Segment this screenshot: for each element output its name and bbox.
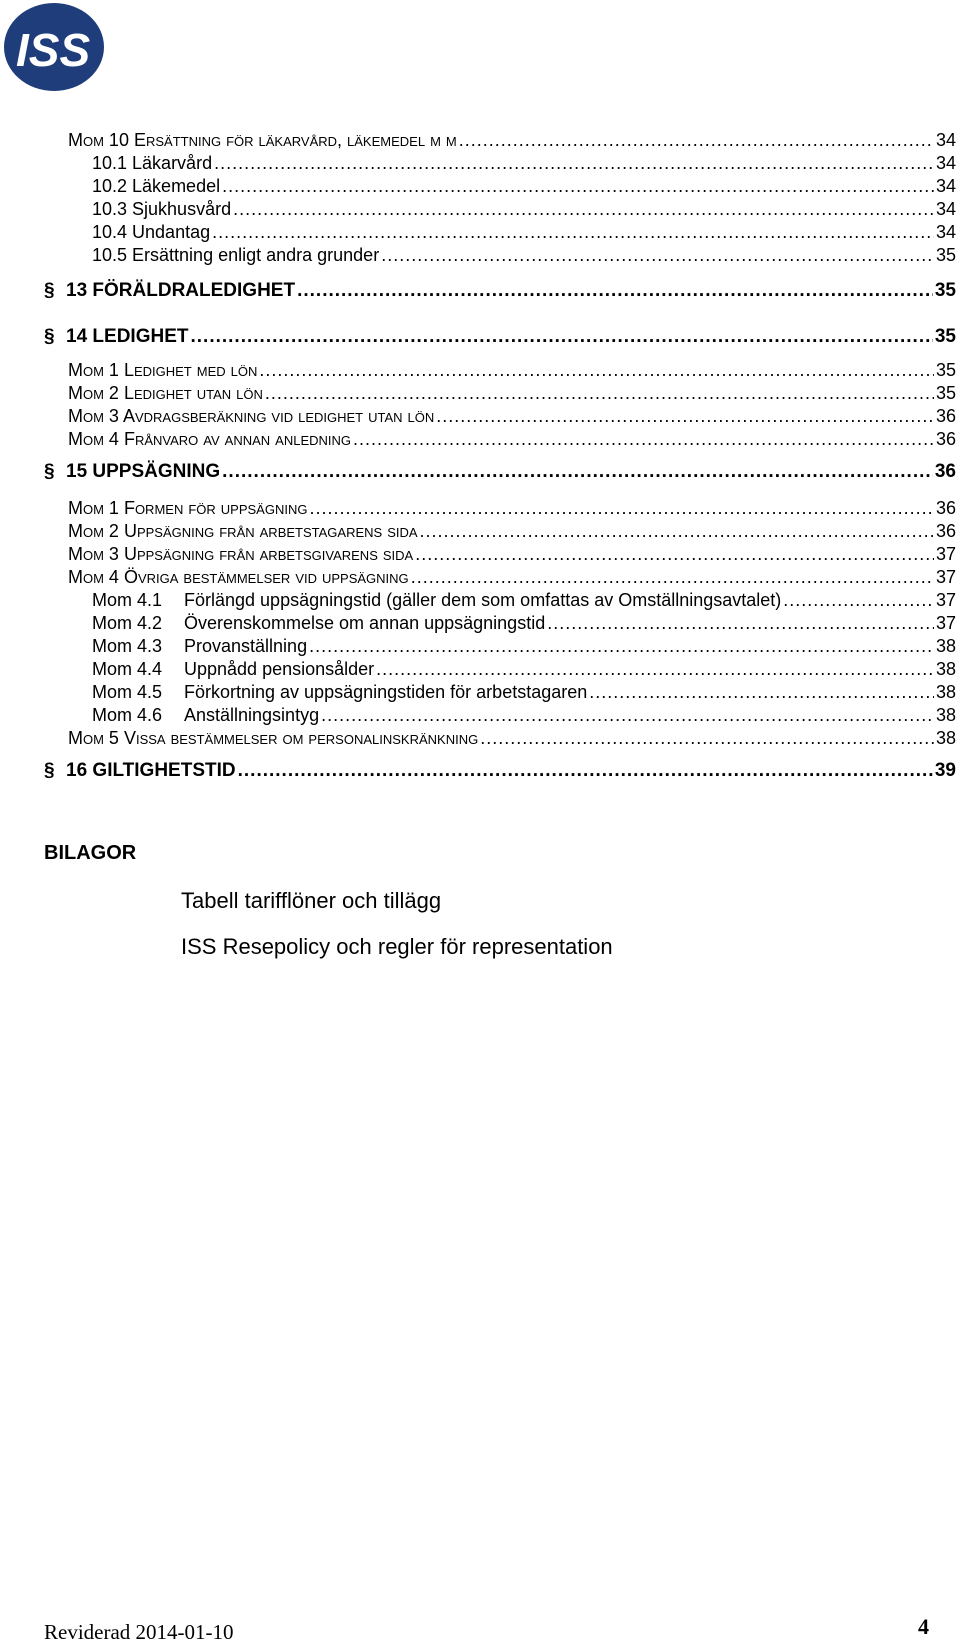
toc-entry-title: Mom 2 Uppsägning från arbetstagarens sida [68, 521, 418, 541]
page-number: 4 [918, 1614, 929, 1639]
toc-entry[interactable] [44, 461, 956, 485]
toc-page-number: 34 [935, 222, 956, 242]
toc-entry-title: 10.1 Läkarvård [92, 153, 213, 173]
toc-entry[interactable] [44, 590, 956, 614]
toc-entry-title: 10.3 Sjukhusvård [92, 199, 232, 219]
toc-entry[interactable] [44, 222, 956, 246]
toc-dot-leader [212, 222, 934, 243]
toc-entry[interactable] [44, 760, 956, 784]
toc-entry-number: Mom 4.6 [92, 705, 163, 725]
toc-dot-leader [190, 326, 932, 348]
toc-page-number: 34 [935, 130, 956, 150]
toc-entry-title: § 16 GILTIGHETSTID [44, 760, 236, 781]
toc-entry-title: Mom 5 Vissa bestämmelser om personalinskränkning [68, 728, 479, 748]
toc-dot-leader [589, 682, 934, 703]
toc-dot-leader [265, 383, 934, 404]
toc-page-number: 34 [935, 199, 956, 219]
toc-page-number: 38 [935, 682, 956, 702]
revision-date: Reviderad 2014-01-10 [44, 1620, 234, 1644]
toc-entry-title: § 13 FÖRÄLDRALEDIGHET [44, 280, 296, 301]
toc-entry[interactable] [44, 406, 956, 430]
toc-entry-title: 10.4 Undantag [92, 222, 211, 242]
toc-entry[interactable] [44, 245, 956, 269]
toc-dot-leader [459, 130, 934, 151]
toc-page-number: 36 [935, 429, 956, 449]
toc-entry-title: Mom 4.1 Förlängd uppsägningstid (gäller dem som omfattas av Omställningsavtalet) [92, 590, 782, 610]
toc-page-number: 35 [934, 280, 956, 301]
toc-entry[interactable] [44, 521, 956, 545]
toc-dot-leader [233, 199, 934, 220]
toc-page-number: 37 [935, 567, 956, 587]
toc-entry[interactable] [44, 429, 956, 453]
toc-entry-title: 10.5 Ersättning enligt andra grunder [92, 245, 380, 265]
toc-page-number: 36 [935, 521, 956, 541]
toc-page-number: 37 [935, 613, 956, 633]
toc-entry[interactable] [44, 199, 956, 223]
svg-text:ISS: ISS [16, 24, 91, 76]
iss-logo [0, 0, 115, 98]
toc-page-number: 36 [934, 461, 956, 482]
toc-entry-title: Mom 4.4 Uppnådd pensionsålder [92, 659, 375, 679]
toc-entry-title: Mom 4.2 Överenskommelse om annan uppsägningstid [92, 613, 546, 633]
toc-dot-leader [353, 429, 934, 450]
toc-entry[interactable] [44, 705, 956, 729]
toc-page-number: 35 [935, 360, 956, 380]
bilaga-item: ISS Resepolicy och regler för representation [181, 934, 613, 959]
toc-entry-title: Mom 4 Övriga bestämmelser vid uppsägning [68, 567, 409, 587]
toc-entry[interactable] [44, 498, 956, 522]
toc-entry-title: Mom 4.3 Provanställning [92, 636, 308, 656]
toc-dot-leader [214, 153, 934, 174]
toc-page-number: 38 [935, 705, 956, 725]
toc-entry[interactable] [44, 326, 956, 350]
toc-entry-title: 10.2 Läkemedel [92, 176, 221, 196]
toc-dot-leader [381, 245, 934, 266]
toc-entry-title: Mom 2 Ledighet utan lön [68, 383, 263, 403]
section-symbol: § [44, 760, 55, 781]
toc-dot-leader [480, 728, 934, 749]
toc-dot-leader [222, 176, 934, 197]
toc-dot-leader [259, 360, 934, 381]
toc-entry-title: Mom 10 Ersättning för läkarvård, läkemedel m m [68, 130, 457, 150]
toc-page-number: 37 [935, 544, 956, 564]
toc-dot-leader [238, 760, 933, 782]
toc-entry-title: Mom 4.6 Anställningsintyg [92, 705, 320, 725]
toc-page-number: 38 [935, 636, 956, 656]
toc-dot-leader [321, 705, 934, 726]
toc-entry[interactable] [44, 360, 956, 384]
toc-entry[interactable] [44, 280, 956, 304]
toc-entry[interactable] [44, 567, 956, 591]
toc-dot-leader [783, 590, 934, 611]
toc-page-number: 38 [935, 728, 956, 748]
toc-page-number: 34 [935, 153, 956, 173]
toc-entry[interactable] [44, 682, 956, 706]
toc-page-number: 36 [935, 498, 956, 518]
toc-dot-leader [420, 521, 934, 542]
toc-entry[interactable] [44, 176, 956, 200]
toc-entry[interactable] [44, 383, 956, 407]
toc-page-number: 39 [934, 760, 956, 781]
toc-entry-title: Mom 1 Ledighet med lön [68, 360, 258, 380]
toc-dot-leader [411, 567, 934, 588]
toc-entry-title: Mom 4 Frånvaro av annan anledning [68, 429, 352, 449]
toc-dot-leader [297, 280, 933, 302]
toc-entry[interactable] [44, 659, 956, 683]
toc-entry-title: Mom 1 Formen för uppsägning [68, 498, 308, 518]
toc-page-number: 35 [935, 245, 956, 265]
toc-page-number: 35 [934, 326, 956, 347]
toc-entry-number: Mom 4.4 [92, 659, 163, 679]
toc-page-number: 36 [935, 406, 956, 426]
toc-entry[interactable] [44, 544, 956, 568]
toc-dot-leader [376, 659, 934, 680]
toc-page-number: 38 [935, 659, 956, 679]
toc-dot-leader [309, 636, 934, 657]
toc-entry-title: Mom 3 Uppsägning från arbetsgivarens sida [68, 544, 414, 564]
toc-dot-leader [436, 406, 934, 427]
toc-entry-title: § 14 LEDIGHET [44, 326, 189, 347]
toc-dot-leader [222, 461, 933, 483]
toc-entry[interactable] [44, 613, 956, 637]
toc-page-number: 35 [935, 383, 956, 403]
toc-entry[interactable] [44, 636, 956, 660]
section-symbol: § [44, 280, 55, 301]
toc-entry-title: Mom 3 Avdragsberäkning vid ledighet utan lön [68, 406, 435, 426]
toc-entry-number: Mom 4.5 [92, 682, 163, 702]
toc-entry-number: Mom 4.1 [92, 590, 163, 610]
toc-entry[interactable] [44, 153, 956, 177]
section-symbol: § [44, 461, 55, 482]
toc-entry[interactable] [44, 130, 956, 154]
bilagor-heading: BILAGOR [44, 842, 137, 864]
toc-page-number: 37 [935, 590, 956, 610]
toc-dot-leader [415, 544, 934, 565]
toc-dot-leader [309, 498, 934, 519]
toc-entry-number: Mom 4.3 [92, 636, 163, 656]
toc-dot-leader [547, 613, 934, 634]
toc-entry-title: § 15 UPPSÄGNING [44, 461, 221, 482]
toc-page-number: 34 [935, 176, 956, 196]
toc-entry-number: Mom 4.2 [92, 613, 163, 633]
toc-entry[interactable] [44, 728, 956, 752]
toc-entry-title: Mom 4.5 Förkortning av uppsägningstiden för arbetstagaren [92, 682, 588, 702]
bilaga-item: Tabell tarifflöner och tillägg [181, 888, 442, 913]
section-symbol: § [44, 326, 55, 347]
